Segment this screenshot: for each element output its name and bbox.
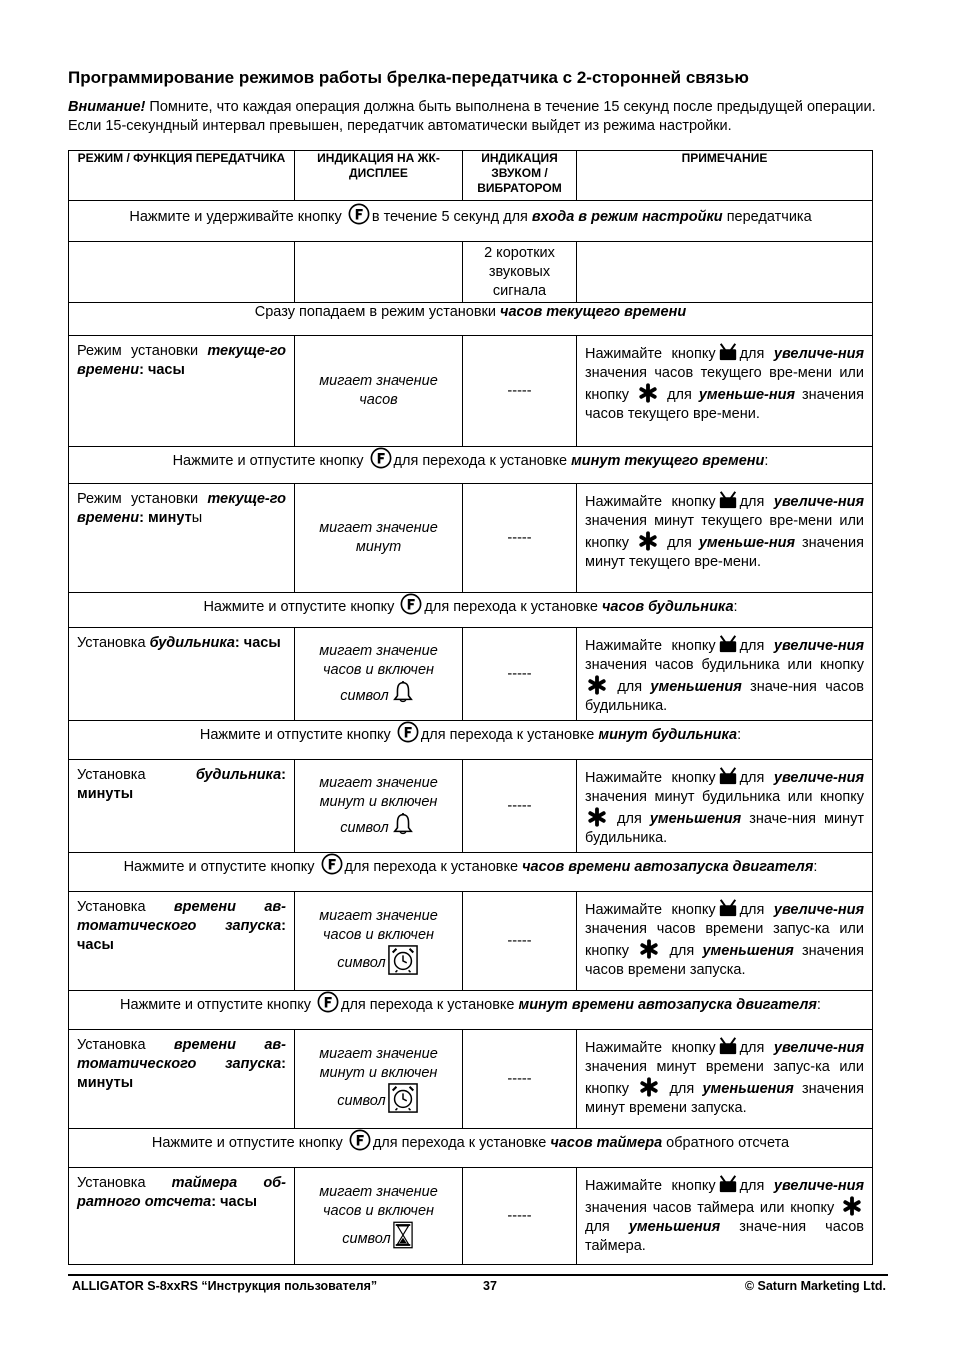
mode-emphasis: таймера об-ратного отсчета (77, 1175, 286, 1210)
instruction-emphasis: минут текущего времени (571, 453, 765, 469)
instruction-text: обратного отсчета (662, 1135, 790, 1151)
instruction-row (69, 303, 873, 336)
f-button-icon (348, 203, 370, 225)
mode-text: : минут (139, 510, 192, 526)
instruction-text: : (733, 599, 738, 615)
instruction-emphasis: часов текущего времени (500, 304, 687, 320)
sound-cell: 2 коротких звуковых сигнала (463, 242, 577, 303)
note-text: для (739, 494, 774, 510)
instruction-cell (69, 201, 873, 242)
hourglass-icon (393, 1221, 413, 1249)
display-cell (295, 628, 463, 721)
table-header-row (69, 151, 873, 201)
display-text: мигает значение минут (319, 520, 438, 555)
note-text: значе-ния минут будильника. (585, 811, 864, 846)
f-button-icon (397, 721, 419, 743)
note-text: значения часов таймера или кнопку (585, 1200, 835, 1216)
note-text: для (667, 387, 699, 403)
instruction-text: для перехода к установке (372, 1135, 551, 1151)
lock-button-icon (718, 634, 738, 654)
f-button-icon (370, 447, 392, 469)
asterisk-button-icon (587, 807, 607, 827)
asterisk-button-icon (638, 383, 658, 403)
mode-cell (69, 484, 295, 593)
display-text: мигает значение минут и включен (319, 1046, 438, 1081)
instruction-text: для перехода к установке (344, 859, 523, 875)
note-emphasis: увеличе-ния (773, 1040, 864, 1056)
instruction-text: Нажмите и отпустите кнопку (120, 997, 311, 1013)
instruction-text: Сразу попадаем в режим установки (254, 304, 501, 320)
mode-cell (69, 1168, 295, 1265)
f-button-icon (317, 991, 339, 1013)
instruction-text: для перехода к установке (420, 727, 599, 743)
instruction-text: : (813, 859, 818, 875)
lock-button-icon (718, 898, 738, 918)
asterisk-button-icon (638, 531, 658, 551)
display-text: мигает значение часов и включен (319, 908, 438, 943)
instruction-emphasis: минут будильника (598, 727, 738, 743)
note-text: значения часов текущего вре-мени или кнопку (585, 365, 864, 403)
display-symbol-label: символ (337, 1093, 386, 1109)
lock-button-icon (718, 1036, 738, 1056)
page-title: Программирование режимов работы брелка-передатчика с 2-сторонней связью (68, 68, 749, 87)
sound-cell: ----- (463, 484, 577, 593)
note-emphasis: увеличе-ния (773, 494, 864, 510)
sound-cell: ----- (463, 760, 577, 853)
display-cell (295, 892, 463, 991)
instruction-emphasis: часов времени автозапуска двигателя (522, 859, 814, 875)
asterisk-button-icon (639, 939, 659, 959)
note-text: для (667, 535, 699, 551)
note-text: значе-ния часов будильника. (585, 679, 864, 714)
note-text: для (669, 943, 703, 959)
instruction-text: для перехода к установке (340, 997, 519, 1013)
mode-emphasis: будильника (195, 767, 282, 783)
mode-emphasis: текуще-го времени (77, 343, 286, 378)
asterisk-button-icon (587, 675, 607, 695)
display-text: мигает значение часов и включен (319, 1184, 438, 1219)
note-emphasis: уменьшения (649, 811, 742, 827)
f-button-icon (349, 1129, 371, 1151)
instruction-cell (69, 991, 873, 1030)
note-text: значе-ния часов таймера. (585, 1219, 864, 1254)
instruction-text: : (764, 453, 769, 469)
bell-icon (391, 680, 415, 704)
instruction-cell (69, 303, 873, 336)
instruction-emphasis: часов будильника (601, 599, 734, 615)
note-text: Нажимайте кнопку (585, 770, 716, 786)
note-text: значения часов времени запус-ка или кнопку (585, 921, 864, 959)
note-emphasis: увеличе-ния (773, 902, 864, 918)
display-cell (295, 760, 463, 853)
note-emphasis: увеличе-ния (773, 638, 864, 654)
instruction-cell (69, 1129, 873, 1168)
instruction-text: Нажмите и отпустите кнопку (123, 859, 315, 875)
note-emphasis: увеличе-ния (773, 346, 864, 362)
note-emphasis: уменьше-ния (698, 535, 796, 551)
note-emphasis: уменьшения (702, 943, 794, 959)
footer-divider (68, 1274, 888, 1276)
instruction-emphasis: часов таймера (550, 1135, 663, 1151)
mode-emphasis: текуще-го времени (77, 491, 286, 526)
note-emphasis: уменьше-ния (698, 387, 796, 403)
mode-text: Установка (77, 1175, 172, 1191)
instruction-text: Нажмите и отпустите кнопку (151, 1135, 343, 1151)
warning-label: Внимание! (68, 99, 146, 115)
instruction-text: передатчика (722, 209, 812, 225)
table-row (69, 760, 873, 853)
instruction-cell (69, 593, 873, 628)
note-text: для (739, 902, 774, 918)
sound-cell: ----- (463, 892, 577, 991)
instruction-row (69, 201, 873, 242)
asterisk-button-icon (842, 1196, 862, 1216)
note-cell (577, 242, 873, 303)
mode-cell (69, 760, 295, 853)
table-row (69, 892, 873, 991)
display-symbol-label: символ (337, 955, 386, 971)
mode-text: Режим установки (77, 343, 208, 359)
header-sound: ИНДИКАЦИЯ ЗВУКОМ / ВИБРАТОРОМ (463, 151, 577, 201)
note-text: значения минут времени запус-ка или кнопку (585, 1059, 864, 1097)
programming-table (68, 150, 873, 1265)
instruction-text: для перехода к установке (393, 453, 572, 469)
header-mode: РЕЖИМ / ФУНКЦИЯ ПЕРЕДАТЧИКА (69, 151, 295, 201)
note-cell (577, 336, 873, 447)
display-symbol-label: символ (342, 1231, 391, 1247)
warning-paragraph (68, 98, 888, 136)
sound-cell: ----- (463, 628, 577, 721)
instruction-text: : (737, 727, 742, 743)
f-button-icon (321, 853, 343, 875)
sound-cell: ----- (463, 336, 577, 447)
mode-text: : часы (211, 1194, 258, 1210)
note-cell (577, 760, 873, 853)
note-text: значения минут будильника или кнопку (585, 789, 864, 805)
display-symbol-label: символ (340, 688, 389, 704)
lock-button-icon (718, 766, 738, 786)
note-cell (577, 628, 873, 721)
mode-text: ы (191, 510, 203, 526)
display-text: мигает значение часов и включен (319, 643, 438, 678)
note-text: для (617, 811, 650, 827)
instruction-emphasis: минут времени автозапуска двигателя (518, 997, 817, 1013)
note-cell (577, 892, 873, 991)
instruction-text: Нажмите и удерживайте кнопку (129, 209, 342, 225)
note-text: для (739, 1178, 774, 1194)
note-text: значения минут текущего вре-мени. (585, 535, 864, 570)
note-text: Нажимайте кнопку (585, 346, 716, 362)
note-text: значения минут времени запуска. (585, 1081, 865, 1116)
display-text: мигает значение минут и включен (319, 775, 438, 810)
mode-text: : минуты (77, 767, 286, 802)
instruction-text: Нажмите и отпустите кнопку (172, 453, 364, 469)
lock-button-icon (718, 1174, 738, 1194)
table-row (69, 484, 873, 593)
display-cell (295, 1030, 463, 1129)
mode-cell (69, 1030, 295, 1129)
mode-text: Режим установки (77, 491, 208, 507)
note-emphasis: уменьшения (628, 1219, 721, 1235)
instruction-cell (69, 447, 873, 484)
mode-text: : часы (234, 635, 281, 651)
note-emphasis: увеличе-ния (773, 1178, 864, 1194)
page-number: 37 (483, 1279, 497, 1293)
note-text: Нажимайте кнопку (585, 1040, 716, 1056)
table-row (69, 628, 873, 721)
mode-emphasis: времени ав-томатического запуска (77, 899, 286, 934)
mode-text: Установка (77, 767, 196, 783)
instruction-row (69, 721, 873, 760)
note-text: Нажимайте кнопку (585, 902, 716, 918)
note-text: значения часов времени запуска. (585, 943, 865, 978)
mode-text: : часы (77, 918, 286, 953)
table-row (69, 242, 873, 303)
sound-cell: ----- (463, 1030, 577, 1129)
note-text: значения минут текущего вре-мени или кнопку (585, 513, 864, 551)
note-text: Нажимайте кнопку (585, 1178, 716, 1194)
note-text: для (585, 1219, 629, 1235)
mode-text: : минуты (77, 1056, 286, 1091)
mode-text: Установка (77, 899, 174, 915)
mode-text: : часы (139, 362, 185, 378)
instruction-emphasis: входа в режим настройки (531, 209, 723, 225)
sound-cell: ----- (463, 1168, 577, 1265)
instruction-text: для перехода к установке (424, 599, 602, 615)
note-text: для (739, 638, 774, 654)
display-symbol-label: символ (340, 820, 389, 836)
display-cell (295, 336, 463, 447)
footer-left: ALLIGATOR S-8xxRS “Инструкция пользователя” (72, 1279, 378, 1293)
instruction-text: в течение 5 секунд для (371, 209, 532, 225)
mode-cell (69, 628, 295, 721)
instruction-row (69, 1129, 873, 1168)
display-cell (295, 1168, 463, 1265)
note-text: Нажимайте кнопку (585, 494, 716, 510)
note-text: для (739, 770, 774, 786)
note-cell (577, 484, 873, 593)
note-emphasis: уменьшения (650, 679, 742, 695)
instruction-text: Нажмите и отпустите кнопку (203, 599, 395, 615)
instruction-text: Нажмите и отпустите кнопку (199, 727, 391, 743)
note-emphasis: увеличе-ния (773, 770, 864, 786)
note-text: для (669, 1081, 703, 1097)
note-text: для (617, 679, 651, 695)
note-cell (577, 1168, 873, 1265)
instruction-row (69, 991, 873, 1030)
instruction-row (69, 447, 873, 484)
mode-cell (69, 336, 295, 447)
footer-right: © Saturn Marketing Ltd. (744, 1279, 886, 1293)
header-note: ПРИМЕЧАНИЕ (577, 151, 873, 201)
instruction-text: : (816, 997, 821, 1013)
table-row (69, 1168, 873, 1265)
note-text: для (739, 1040, 774, 1056)
mode-emphasis: времени ав-томатического запуска (77, 1037, 286, 1072)
asterisk-button-icon (639, 1077, 659, 1097)
note-text: значения часов текущего вре-мени. (585, 387, 864, 422)
mode-cell (69, 892, 295, 991)
note-cell (577, 1030, 873, 1129)
display-cell (295, 484, 463, 593)
table-row (69, 336, 873, 447)
instruction-row (69, 853, 873, 892)
warning-text: Помните, что каждая операция должна быть выполнена в течение 15 секунд после предыдущей операции. Если 15-секундный интервал превышен, передатчик автоматически выйдет из режима настройки. (68, 99, 876, 134)
instruction-cell (69, 853, 873, 892)
mode-cell (69, 242, 295, 303)
note-text: для (739, 346, 774, 362)
table-row (69, 1030, 873, 1129)
lock-button-icon (718, 490, 738, 510)
mode-emphasis: будильника (149, 635, 235, 651)
f-button-icon (400, 593, 422, 615)
instruction-row (69, 593, 873, 628)
display-cell (295, 242, 463, 303)
note-emphasis: уменьшения (702, 1081, 794, 1097)
alarm-clock-icon (388, 945, 418, 975)
bell-icon (391, 812, 415, 836)
header-display: ИНДИКАЦИЯ НА ЖК-ДИСПЛЕЕ (295, 151, 463, 201)
mode-text: Установка (77, 1037, 174, 1053)
lock-button-icon (718, 342, 738, 362)
display-text: мигает значение часов (319, 373, 438, 408)
alarm-clock-icon (388, 1083, 418, 1113)
note-text: значения часов будильника или кнопку (585, 657, 864, 673)
instruction-cell (69, 721, 873, 760)
note-text: Нажимайте кнопку (585, 638, 716, 654)
mode-text: Установка (77, 635, 150, 651)
